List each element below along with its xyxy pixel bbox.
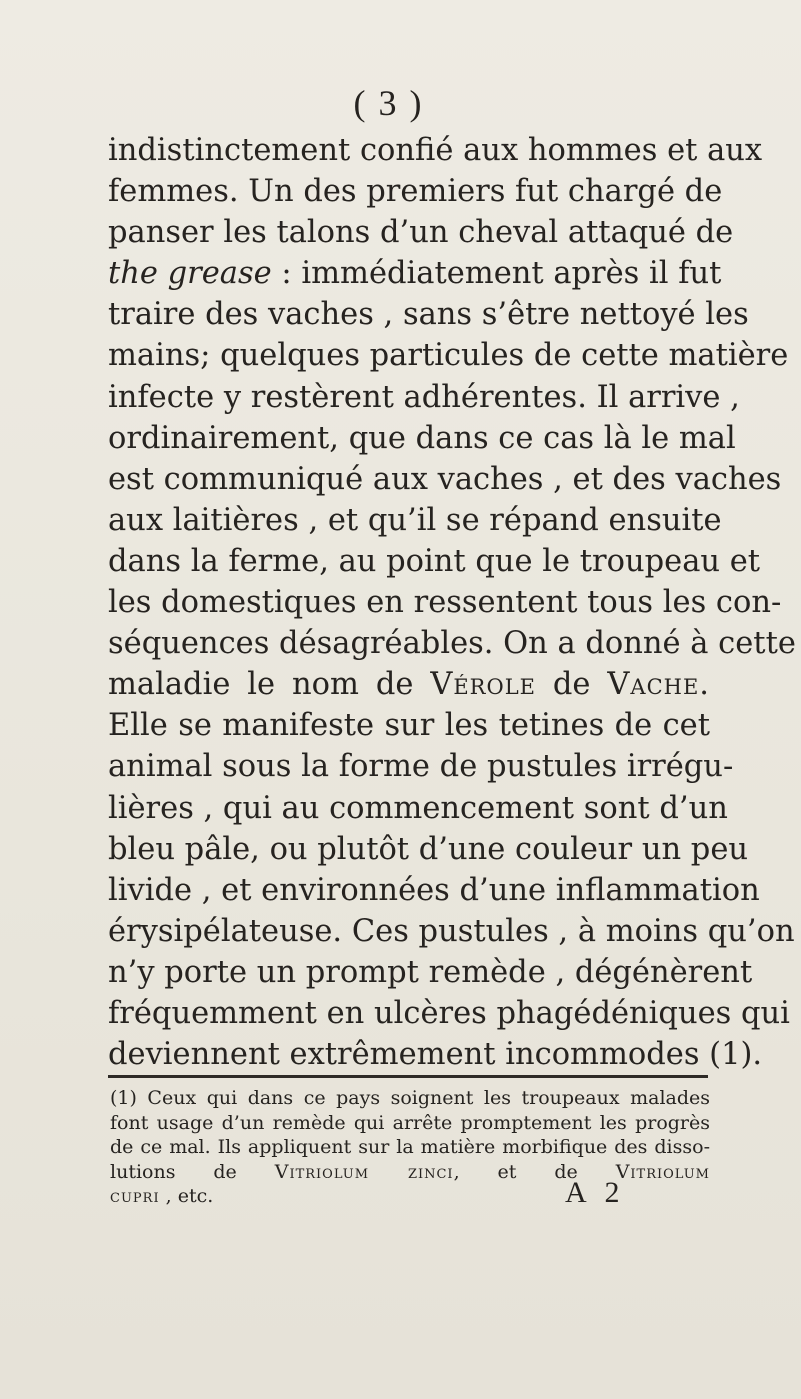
text-line: traire des vaches , sans s’être nettoyé les xyxy=(108,297,749,333)
text-line: les domestiques en ressentent tous les con- xyxy=(108,585,782,621)
page-number: ( 3 ) xyxy=(353,83,424,123)
text-line: infecte y restèrent adhérentes. Il arrive , xyxy=(108,379,740,415)
text-line: deviennent extrêmement incommodes (1). xyxy=(108,1037,763,1073)
latin-term: Vitriolum xyxy=(615,1160,710,1183)
text-line xyxy=(108,664,710,705)
body-text xyxy=(108,130,796,1075)
footnote-line: (1) Ceux qui dans ce pays soignent les troupeaux malades xyxy=(110,1087,710,1109)
signature-mark: A 2 xyxy=(565,1176,626,1209)
latin-term: Vitriolum zinci xyxy=(274,1160,454,1183)
text-line: Elle se manifeste sur les tetines de cet xyxy=(108,708,710,744)
text-fragment: , etc. xyxy=(159,1185,214,1207)
text-fragment: de xyxy=(535,667,608,703)
text-line: indistinctement confié aux hommes et aux xyxy=(108,133,763,168)
text-fragment: maladie le nom de xyxy=(108,667,431,703)
text-line: femmes. Un des premiers fut chargé de xyxy=(108,174,723,210)
english-term: the grease xyxy=(108,256,272,292)
text-line: dans la ferme, au point que le troupeau et xyxy=(108,543,761,579)
text-line: séquences désagréables. On a donné à cette xyxy=(108,626,796,662)
latin-term: cupri xyxy=(110,1185,160,1207)
text-line xyxy=(108,253,722,294)
text-line: fréquemment en ulcères phagédéniques qui xyxy=(108,995,790,1031)
disease-name-term: Vache. xyxy=(607,667,710,703)
footnote-line: font usage d’un remède qui arrête promptement les progrès xyxy=(110,1111,710,1134)
text-fragment: : immédiatement après il fut xyxy=(271,256,722,292)
text-fragment: lutions de xyxy=(110,1160,275,1183)
text-fragment: , et de xyxy=(453,1160,616,1183)
text-line: aux laitières , et qu’il se répand ensuite xyxy=(108,502,722,538)
text-line: bleu pâle, ou plutôt d’une couleur un peu xyxy=(108,831,749,867)
text-line: ordinairement, que dans ce cas là le mal xyxy=(108,420,736,456)
text-line: panser les talons d’un cheval attaqué de xyxy=(108,215,734,251)
text-line: n’y porte un prompt remède , dégénèrent xyxy=(108,954,753,990)
text-line: est communiqué aux vaches , et des vaches xyxy=(108,461,782,497)
text-line: lières , qui au commencement sont d’un xyxy=(108,790,728,826)
text-line: érysipélateuse. Ces pustules , à moins qu’on xyxy=(108,913,795,949)
text-line: livide , et environnées d’une inflammation xyxy=(108,872,760,908)
text-line: animal sous la forme de pustules irrégu- xyxy=(108,749,734,785)
disease-name-term: Vérole xyxy=(430,667,536,703)
footnote-divider xyxy=(108,1075,708,1078)
text-line: mains; quelques particules de cette matière xyxy=(108,338,789,374)
footnote-line: de ce mal. Ils appliquent sur la matière morbifique des disso- xyxy=(110,1136,710,1158)
